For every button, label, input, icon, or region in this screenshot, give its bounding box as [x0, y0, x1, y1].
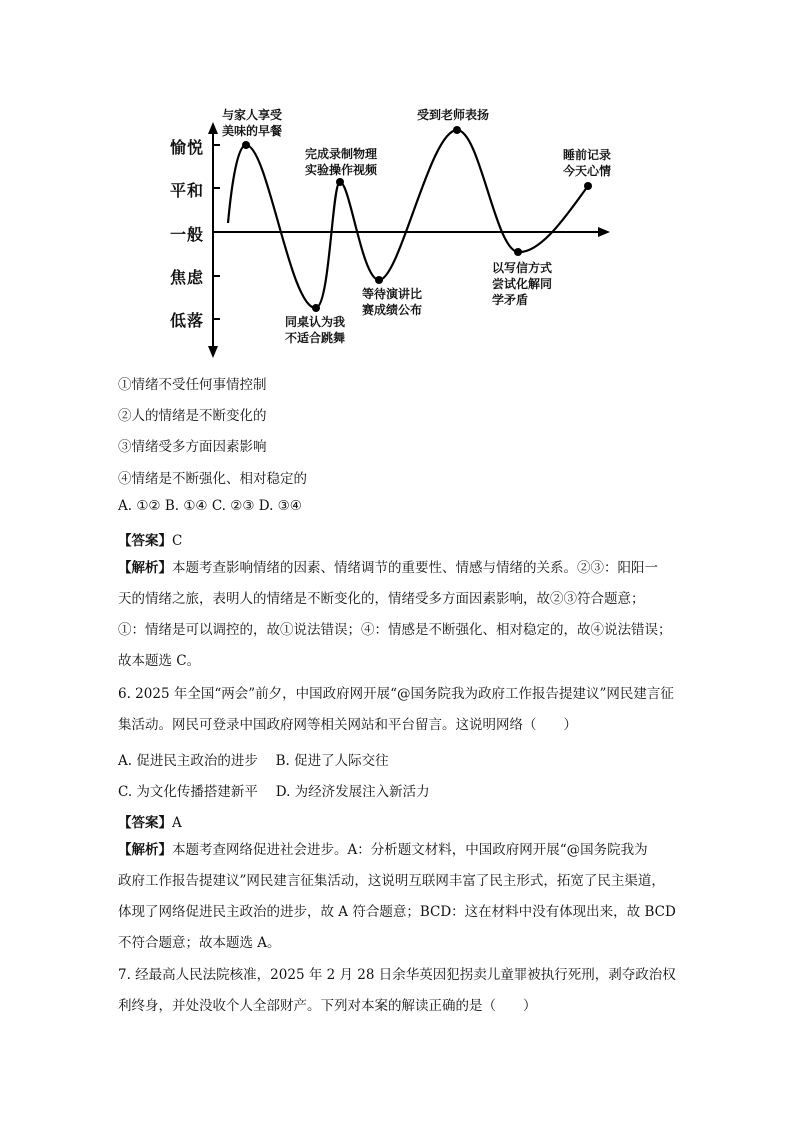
level-label: 平和: [170, 181, 205, 200]
emotion-curve-diagram: [150, 100, 630, 360]
event-label: 睡前记录 今天心情: [563, 148, 612, 178]
event-label: 同桌认为我 不适合跳舞: [285, 315, 346, 345]
emotion-curve-svg: [150, 100, 630, 360]
event-label: 等待演讲比 赛成绩公布: [362, 287, 423, 317]
analysis-tag: 【解析】: [118, 842, 172, 858]
event-point: [336, 178, 344, 186]
q6-answer: [118, 811, 182, 831]
y-axis-arrow-down: [208, 346, 218, 358]
level-label: 一般: [170, 225, 205, 244]
event-label: 完成录制物理 实验操作视频: [305, 147, 378, 177]
event-point: [453, 126, 461, 134]
answer-tag: 【答案】: [118, 815, 172, 831]
event-point: [242, 141, 250, 149]
answer-value: C: [172, 533, 183, 549]
event-label: 以写信方式 尝试化解同 学矛盾: [492, 261, 553, 307]
q6-choices-cd: C. 为文化传播搭建新平 D. 为经济发展注入新活力: [118, 784, 430, 800]
x-axis-arrow: [598, 227, 610, 237]
analysis-tag: 【解析】: [118, 560, 172, 576]
answer-value: A: [172, 815, 182, 831]
q5-analysis: 【解析】本题考查影响情绪的因素、情绪调节的重要性、情感与情绪的关系。②③：阳阳一 天的情绪之旅，表明人的情绪是不断变化的，情绪受多方面因素影响，故②③符合题意； ①：情绪是可以调控的，故①说法错误；④：情感是不断强化、相对稳定的，故④说法错误； 故本题选 C。: [118, 560, 672, 669]
q6-analysis: 【解析】本题考查网络促进社会进步。A：分析题文材料，中国政府网开展“@国务院我为 政府工作报告提建议”网民建言征集活动，这说明互联网丰富了民主形式，拓宽了民主渠道， 体现了网络促进民主政治的进步，故 A 符合题意；BCD：这在材料中没有体现出来，故 BCD 不符合题意；故本题选 A。: [118, 842, 676, 951]
answer-tag: 【答案】: [118, 533, 172, 549]
event-point: [514, 248, 522, 256]
q6-choices-ab: A. 促进民主政治的进步 B. 促进了人际交往: [118, 753, 389, 769]
q6-stem: 6. 2025 年全国“两会”前夕，中国政府网开展“@国务院我为政府工作报告提建议”网民建言征 集活动。网民可登录中国政府网等相关网站和平台留言。这说明网络（ ）: [118, 686, 674, 733]
q5-option: ①情绪不受任何事情控制: [118, 377, 267, 393]
level-label: 愉悦: [170, 138, 205, 157]
q7-stem: 7. 经最高人民法院核准，2025 年 2 月 28 日余华英因犯拐卖儿童罪被执行死刑，剥夺政治权 利终身，并处没收个人全部财产。下列对本案的解读正确的是（ ）: [118, 967, 676, 1014]
q5-option: ②人的情绪是不断变化的: [118, 408, 267, 424]
q5-option: ③情绪受多方面因素影响: [118, 439, 267, 455]
event-label: 受到老师表扬: [417, 108, 490, 122]
q5-choices: A. ①② B. ①④ C. ②③ D. ③④: [118, 498, 302, 514]
y-axis-arrow-up: [208, 122, 218, 134]
level-label: 焦虑: [170, 268, 205, 287]
event-point: [375, 276, 383, 284]
event-point: [584, 182, 592, 190]
q5-answer: [118, 529, 182, 549]
event-label: 与家人享受 美味的早餐: [222, 108, 283, 138]
level-label: 低落: [170, 311, 205, 330]
event-point: [312, 304, 320, 312]
q5-option: ④情绪是不断强化、相对稳定的: [118, 471, 307, 487]
